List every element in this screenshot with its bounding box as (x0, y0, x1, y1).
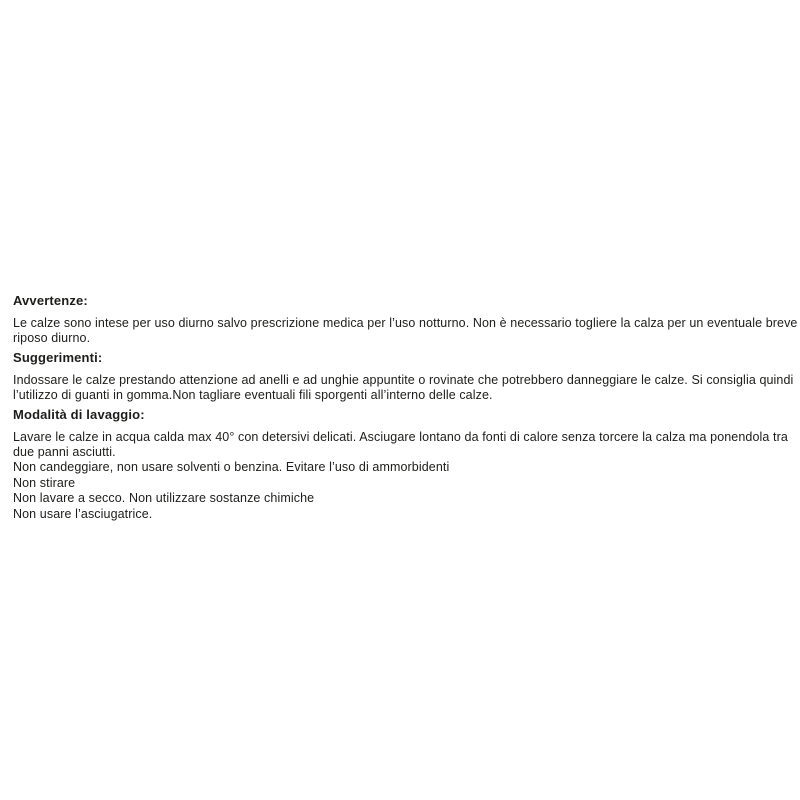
section-avvertenze (13, 293, 798, 347)
body-text-line: Non candeggiare, non usare solventi o benzina. Evitare l’uso di ammorbidenti (13, 460, 450, 475)
section-suggerimenti (13, 350, 792, 404)
body-text-line: Non usare l’asciugatrice. (13, 506, 153, 521)
body-text-line: Non lavare a secco. Non utilizzare sostanze chimiche (13, 491, 315, 506)
section-heading-modalita-di-lavaggio: Modalità di lavaggio: (13, 406, 145, 422)
body-text-line: Non stirare (13, 475, 76, 490)
body-text-line: Lavare le calze in acqua calda max 40° con detersivi delicati. Asciugare lontano da fonti di calore senza torcere la calza ma ponendola tra (13, 429, 788, 444)
section-heading-avvertenze: Avvertenze: (13, 293, 88, 308)
body-text-line: Le calze sono intese per uso diurno salvo prescrizione medica per l’uso notturno. Non è necessario togliere la calza per un eventuale breve (13, 316, 798, 330)
body-text-line: Indossare le calze prestando attenzione ad anelli e ad unghie appuntite o rovinate che potrebbero danneggiare le calze. Si consiglia quindi (13, 372, 794, 387)
body-text-line: l’utilizzo di guanti in gomma.Non tagliare eventuali fili sporgenti all’interno delle calze. (13, 388, 493, 403)
care-instructions-text-block (13, 290, 798, 525)
section-heading-suggerimenti: Suggerimenti: (13, 349, 103, 365)
body-text-line: due panni asciutti. (13, 445, 116, 460)
section-modalita-di-lavaggio (13, 407, 792, 522)
body-text-line: riposo diurno. (13, 331, 91, 346)
